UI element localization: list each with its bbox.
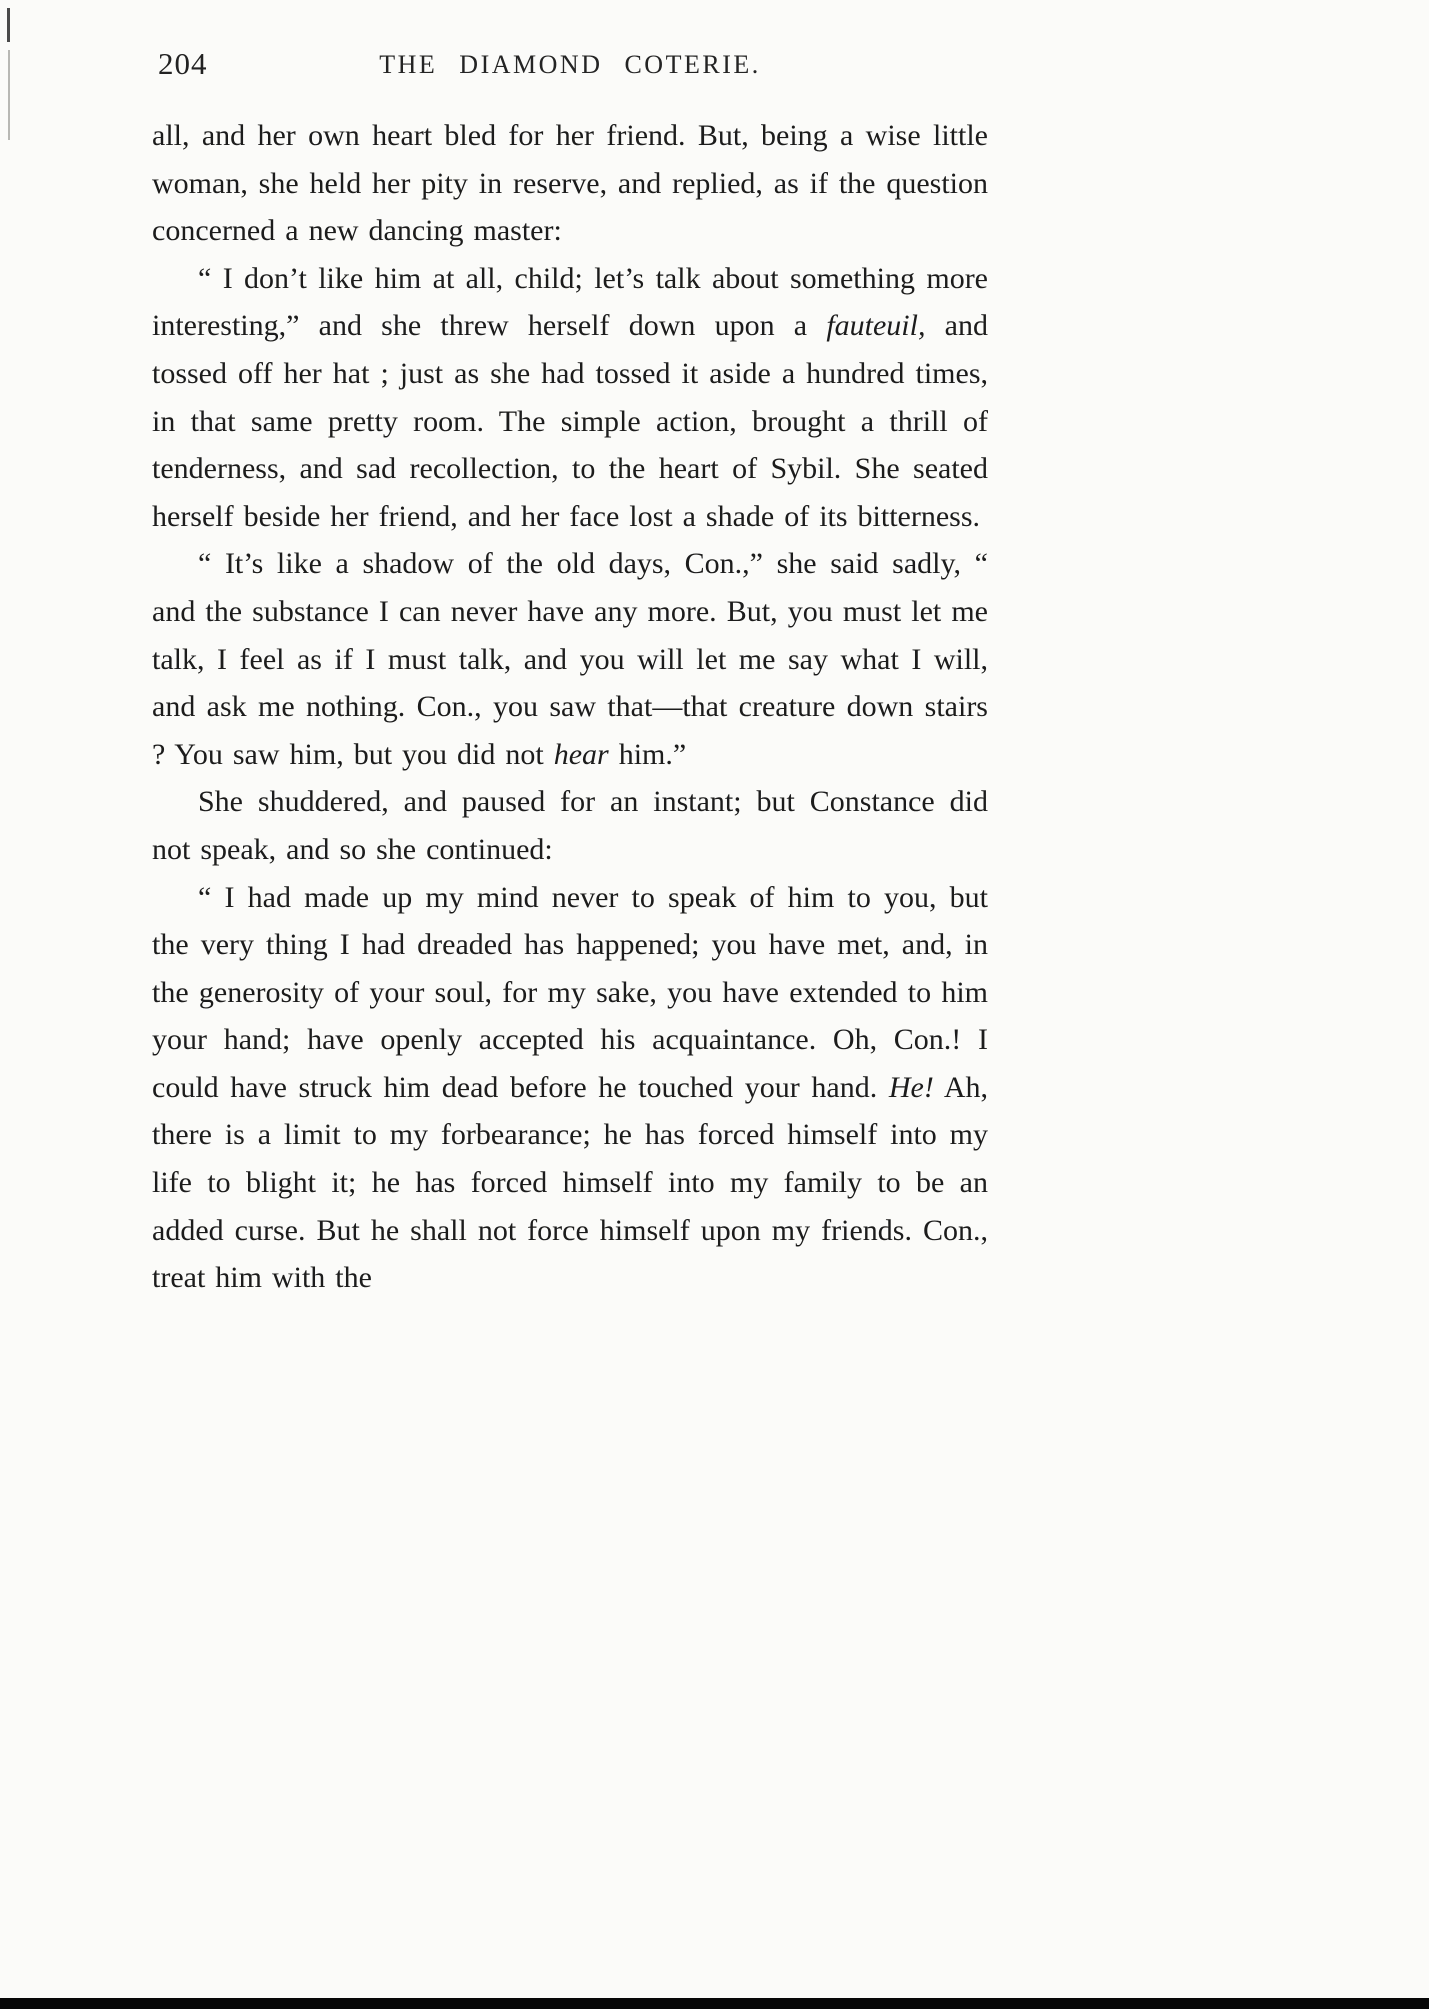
scan-edge-bottom (0, 1998, 1429, 2009)
paragraph (152, 255, 988, 541)
text-run: She shuddered, and paused for an instant; but Constance did not speak, and so she continued: (152, 785, 988, 866)
text-run: all, and her own heart bled for her friend. But, being a wise little woman, she held her pity in reserve, and replied, as if the question concerned a new dancing master: (152, 119, 988, 248)
page-body (152, 112, 988, 1302)
text-run: “ It’s like a shadow of the old days, Con.,” she said sadly, “ and the substance I can never have any more. But, you must let me talk, I feel as if I must talk, and you will let me say what I will, and ask me nothing. Con., you saw that—that creature down stairs ? You saw him, but you did not (152, 547, 988, 771)
paragraph (152, 778, 988, 873)
text-run: “ I had made up my mind never to speak of him to you, but the very thing I had dreaded has happened; you have met, and, in the generosity of your soul, for my sake, you have extended to him your hand; have openly accepted his acquaintance. Oh, Con.! I could have struck him dead before he touched your hand. (152, 880, 988, 1104)
page-header (152, 46, 988, 86)
scan-artifact-mark (7, 8, 10, 42)
scan-artifact-mark (8, 50, 10, 140)
text-run: “ I don’t like him at all, child; let’s talk about something more interesting,” and she threw herself down upon a (152, 261, 988, 343)
text-run: Ah, there is a limit to my forbearance; he has forced himself into my life to blight it; he has forced himself into my family to be an added curse. But he shall not force himself upon my friends. Con., treat him with the (152, 1070, 988, 1295)
running-title: THE DIAMOND COTERIE. (379, 50, 761, 79)
italic-text-run: hear (553, 737, 609, 771)
italic-text-run: fauteuil, (826, 309, 926, 343)
paragraph (152, 874, 988, 1302)
text-run: and tossed off her hat ; just as she had tossed it aside a hundred times, in that same pretty room. The simple action, brought a thrill of tenderness, and sad recollection, to the heart of Sybil. She seated herself beside her friend, and her face lost a shade of its bitterness. (152, 309, 988, 533)
page-number: 204 (158, 46, 208, 81)
italic-text-run: He! (888, 1070, 934, 1104)
paragraph (152, 112, 988, 255)
text-run: him.” (608, 737, 687, 771)
paragraph (152, 540, 988, 778)
